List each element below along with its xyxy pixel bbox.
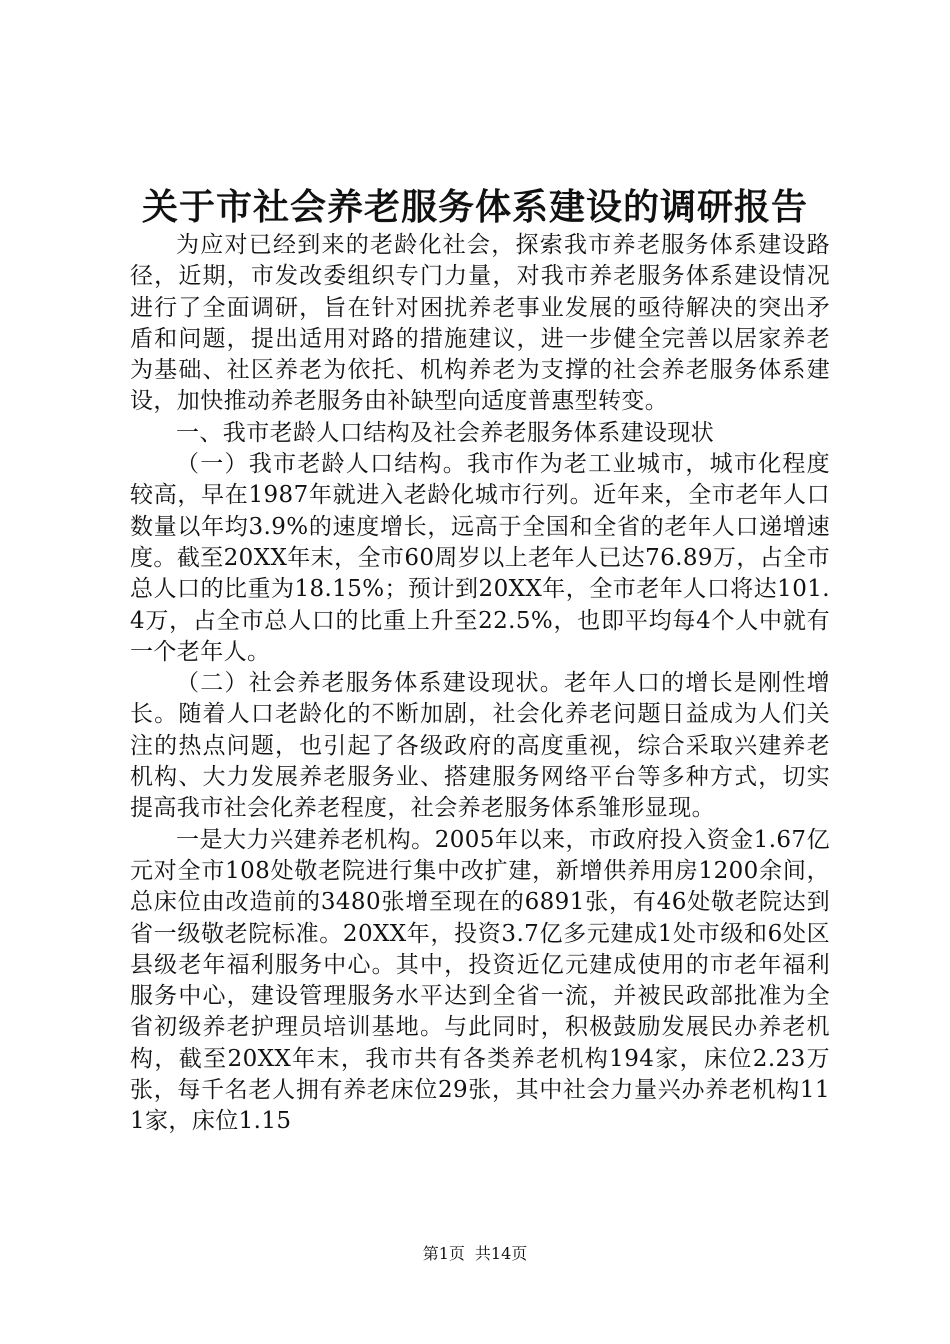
document-title: 关于市社会养老服务体系建设的调研报告 [141, 186, 808, 228]
section-heading: 一、我市老龄人口结构及社会养老服务体系建设现状 [176, 419, 715, 446]
document-body [130, 230, 830, 1138]
paragraph-institutions: 一是大力兴建养老机构。2005年以来，市政府投入资金1.67亿元对全市108处敬老院进行集中改扩建，新增供养用房1200余间，总床位由改造前的3480张增至现在的6891张，有46处敬老院达到省一级敬老院标准。20XX年，投资3.7亿多元建成1处市级和6处区县级老年福利服务中心。其中，投资近亿元建成使用的市老年福利服务中心，建设管理服务水平达到全省一流，并被民政部批准为全省初级养老护理员培训基地。与此同时，积极鼓励发展民办养老机构，截至20XX年末，我市共有各类养老机构194家，床位2.23万张，每千名老人拥有养老床位29张，其中社会力量兴办养老机构111家，床位1.15 [130, 826, 830, 1135]
page-total: 共14页 [474, 1244, 528, 1263]
page-footer [0, 1244, 950, 1264]
paragraph-service-status: （二）社会养老服务体系建设现状。老年人口的增长是刚性增长。随着人口老龄化的不断加剧，社会化养老问题日益成为人们关注的热点问题，也引起了各级政府的高度重视，综合采取兴建养老机构、大力发展养老服务业、搭建服务网络平台等多种方式，切实提高我市社会化养老程度，社会养老服务体系雏形显现。 [130, 670, 830, 822]
page-number: 第1页 [422, 1244, 465, 1263]
paragraph-population-structure: （一）我市老龄人口结构。我市作为老工业城市，城市化程度较高，早在1987年就进入老龄化城市行列。近年来，全市老年人口数量以年均3.9%的速度增长，远高于全国和全省的老年人口递增速度。截至20XX年末，全市60周岁以上老年人已达76.89万，占全市总人口的比重为18.15%；预计到20XX年，全市老年人口将达101.4万，占全市总人口的比重上升至22.5%，也即平均每4个人中就有一个老年人。 [130, 451, 830, 665]
paragraph-intro: 为应对已经到来的老龄化社会，探索我市养老服务体系建设路径，近期，市发改委组织专门力量，对我市养老服务体系建设情况进行了全面调研，旨在针对困扰养老事业发展的亟待解决的突出矛盾和问题，提出适用对路的措施建议，进一步健全完善以居家养老为基础、社区养老为依托、机构养老为支撑的社会养老服务体系建设，加快推动养老服务由补缺型向适度普惠型转变。 [130, 232, 830, 415]
